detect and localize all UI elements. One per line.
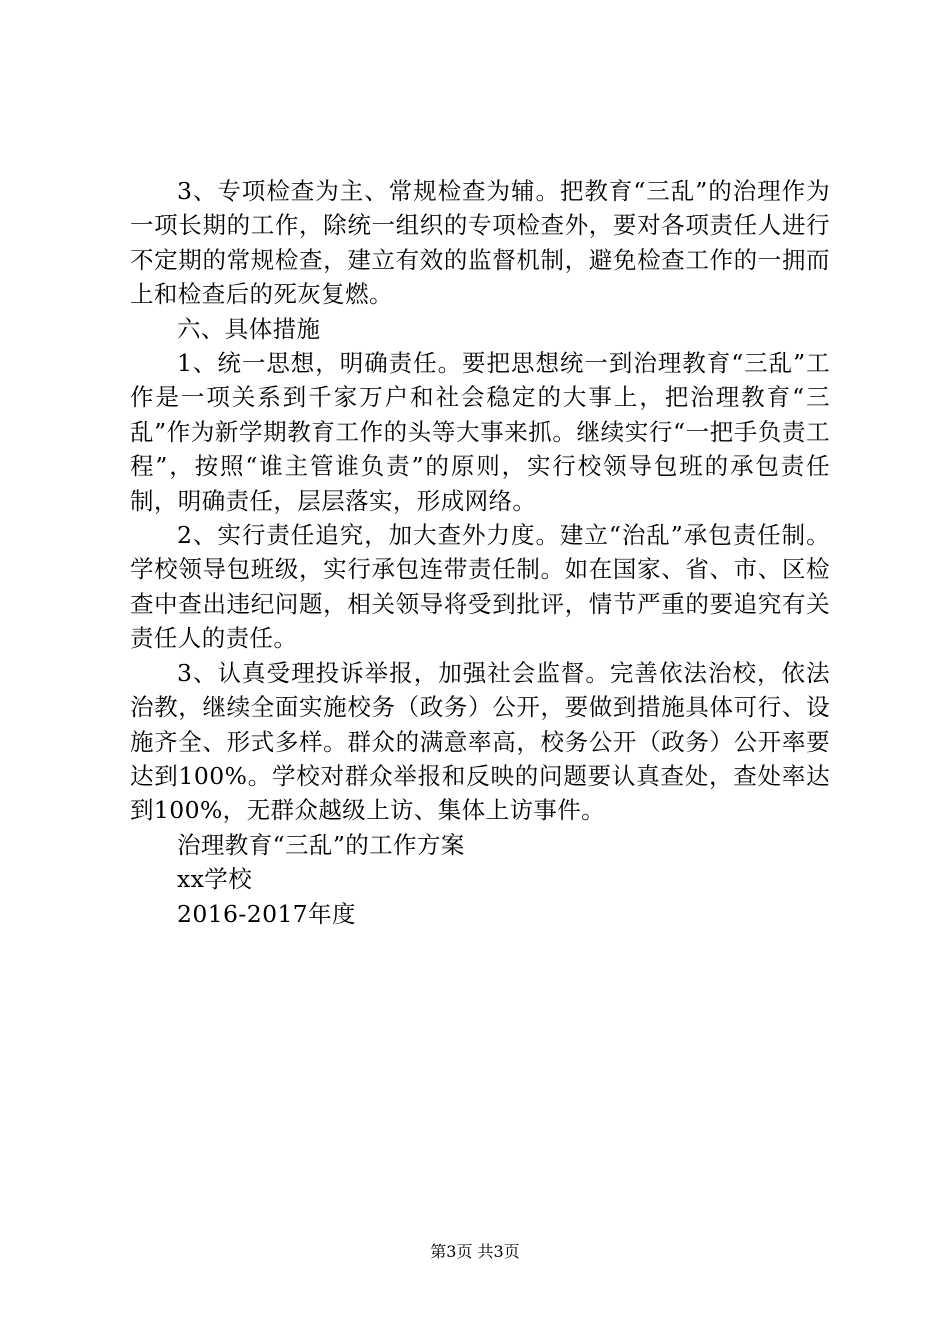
page-footer: 第3页 共3页 (430, 1242, 520, 1261)
closing-school: xx学校 (177, 865, 253, 894)
paragraph-accountability: 2、实行责任追究，加大查外力度。建立“治乱”承包责任制。学校领导包班级，实行承包连带责任制。如在国家、省、市、区检查中查出违纪问题，相关领导将受到批评，情节严重的要追究有关责任人的责任。 (130, 521, 830, 653)
closing-title: 治理教育“三乱”的工作方案 (177, 830, 465, 859)
section-heading-measures: 六、具体措施 (177, 314, 321, 343)
paragraph-special-inspection: 3、专项检查为主、常规检查为辅。把教育“三乱”的治理作为一项长期的工作，除统一组织的专项检查外，要对各项责任人进行不定期的常规检查，建立有效的监督机制，避免检查工作的一拥而上和检查后的死灰复燃。 (130, 177, 830, 309)
paragraph-complaints: 3、认真受理投诉举报，加强社会监督。完善依法治校，依法治教，继续全面实施校务（政务）公开，要做到措施具体可行、设施齐全、形式多样。群众的满意率高，校务公开（政务）公开率要达到100%。学校对群众举报和反映的问题要认真查处，查处率达到100%，无群众越级上访、集体上访事件。 (130, 658, 830, 825)
closing-year: 2016-2017年度 (177, 899, 356, 928)
document-body (130, 174, 830, 931)
paragraph-unify-thinking: 1、统一思想，明确责任。要把思想统一到治理教育“三乱”工作是一项关系到千家万户和社会稳定的大事上，把治理教育“三乱”作为新学期教育工作的头等大事来抓。继续实行“一把手负责工程”，按照“谁主管谁负责”的原则，实行校领导包班的承包责任制，明确责任，层层落实，形成网络。 (130, 349, 830, 515)
